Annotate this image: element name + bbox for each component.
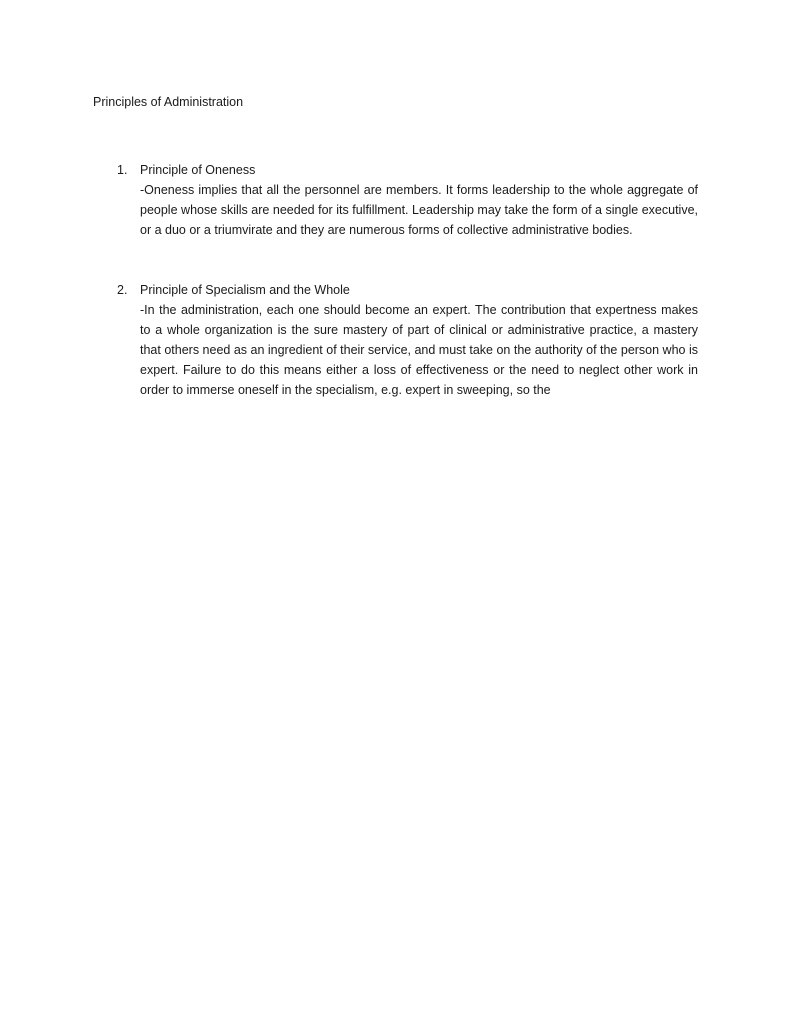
item-number: 2. bbox=[117, 283, 128, 297]
item-heading: Principle of Oneness bbox=[140, 163, 256, 177]
item-body bbox=[140, 280, 698, 400]
document-title: Principles of Administration bbox=[93, 95, 244, 109]
item-body bbox=[140, 160, 698, 240]
item-heading: Principle of Specialism and the Whole bbox=[140, 283, 350, 297]
item-number: 1. bbox=[117, 163, 128, 177]
item-text: -Oneness implies that all the personnel are members. It forms leadership to the whole aggregate of people whose skills are needed for its fulfillment. Leadership may take the form of a single executive, or a duo or a triumvirate and they are numerous forms of collective administrative bodies. bbox=[140, 183, 698, 237]
item-text: -In the administration, each one should become an expert. The contribution that expertness makes to a whole organization is the sure mastery of part of clinical or administrative practice, a mastery that others need as an ingredient of their service, and must take on the authority of the person who is expert. Failure to do this means either a loss of effectiveness or the need to neglect other work in order to immerse oneself in the specialism, e.g. expert in sweeping, so the bbox=[140, 303, 698, 397]
